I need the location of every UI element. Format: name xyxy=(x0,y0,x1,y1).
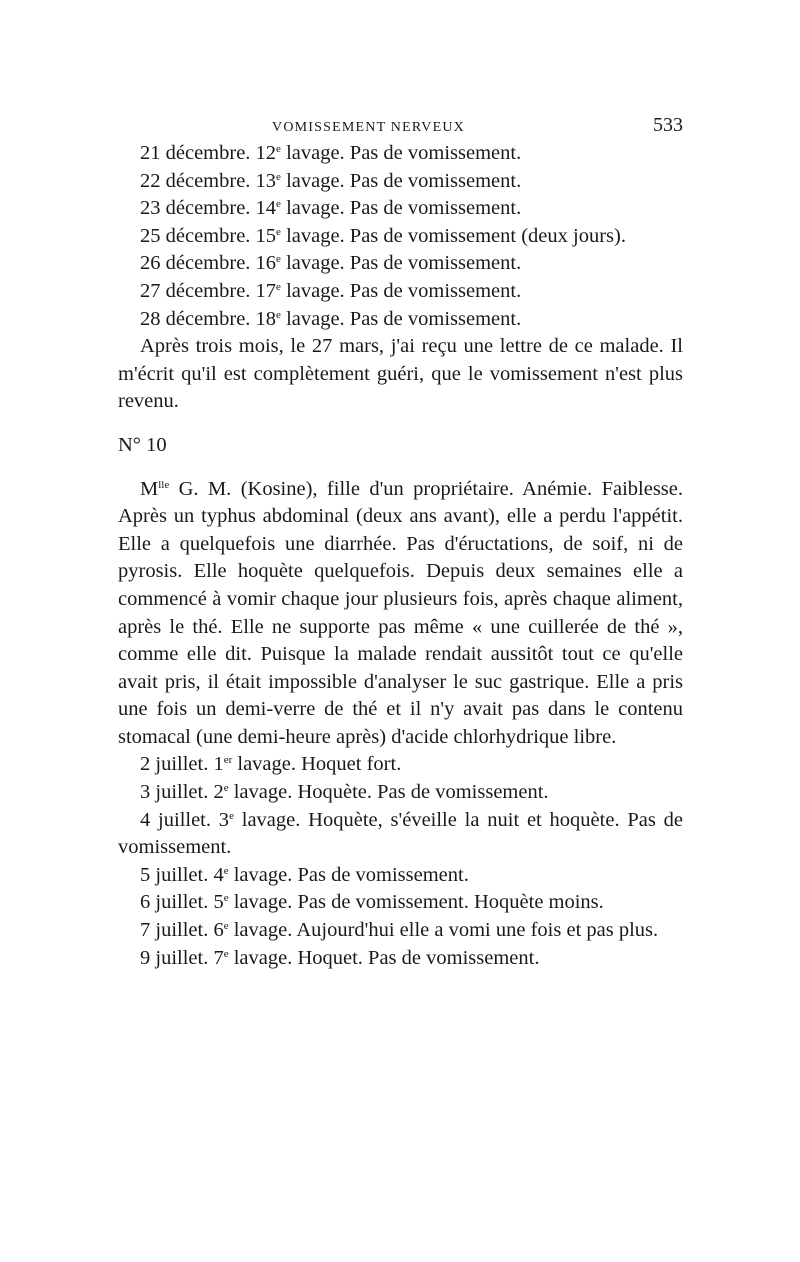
diary-entry: 7 juillet. 6e lavage. Aujourd'hui elle a vomi une fois et pas plus. xyxy=(140,919,659,942)
case-description: $M^{lle}$ G. M. (Kosine), fille d'un propriétaire. Anémie. Faiblesse. Après un typhus abdominal (deux ans avant), elle a perdu l'appétit. Elle a quelquefois une diarrhée. Pas d'éructations, de soif, ni de pyrosis. Elle hoquète quelquefois. Depuis deux semaines elle a commencé à vomir chaque jour plusieurs fois, après chaque aliment, après le thé. Elle ne supporte pas même « une cuillerée de thé », comme elle dit. Puisque la malade rendait aussitôt tout ce qu'elle avait pris, il était impossible d'analyser le suc gastrique. Elle a pris une fois un demi-verre de thé et il n'y avait pas dans le contenu stomacal (une demi-heure après) d'acide chlorhydrique libre. xyxy=(118,477,683,748)
running-head xyxy=(118,116,683,140)
body-text xyxy=(118,140,683,972)
case-heading: N° 10 xyxy=(118,433,167,456)
diary-entry: 23 décembre. 14e lavage. Pas de vomissement. xyxy=(140,197,522,220)
diary-entry: 25 décembre. 15e lavage. Pas de vomissement (deux jours). xyxy=(140,224,626,247)
diary-entry: 2 juillet. 1er lavage. Hoquet fort. xyxy=(140,753,402,776)
diary-entry: 9 juillet. 7e lavage. Hoquet. Pas de vomissement. xyxy=(140,946,540,969)
diary-entry: 26 décembre. 16e lavage. Pas de vomissement. xyxy=(140,252,522,275)
diary-entry: 27 décembre. 17e lavage. Pas de vomissement. xyxy=(140,279,522,302)
diary-entry: 5 juillet. 4e lavage. Pas de vomissement. xyxy=(140,863,469,886)
diary-entry: 6 juillet. 5e lavage. Pas de vomissement. Hoquète moins. xyxy=(140,891,604,914)
diary-entry: 3 juillet. 2e lavage. Hoquète. Pas de vomissement. xyxy=(140,781,549,804)
conclusion-paragraph: Après trois mois, le 27 mars, j'ai reçu une lettre de ce malade. Il m'écrit qu'il est complètement guéri, que le vomissement n'est plus revenu. xyxy=(118,335,683,413)
page-number: 533 xyxy=(653,114,683,136)
diary-entry: 22 décembre. 13e lavage. Pas de vomissement. xyxy=(140,169,522,192)
diary-entry: 4 juillet. 3e lavage. Hoquète, s'éveille la nuit et hoquète. Pas de vomissement. xyxy=(118,808,683,859)
diary-entry: 28 décembre. 18e lavage. Pas de vomissement. xyxy=(140,307,522,330)
diary-entry: 21 décembre. 12e lavage. Pas de vomissement. xyxy=(140,142,522,164)
running-title: VOMISSEMENT NERVEUX xyxy=(272,120,465,135)
